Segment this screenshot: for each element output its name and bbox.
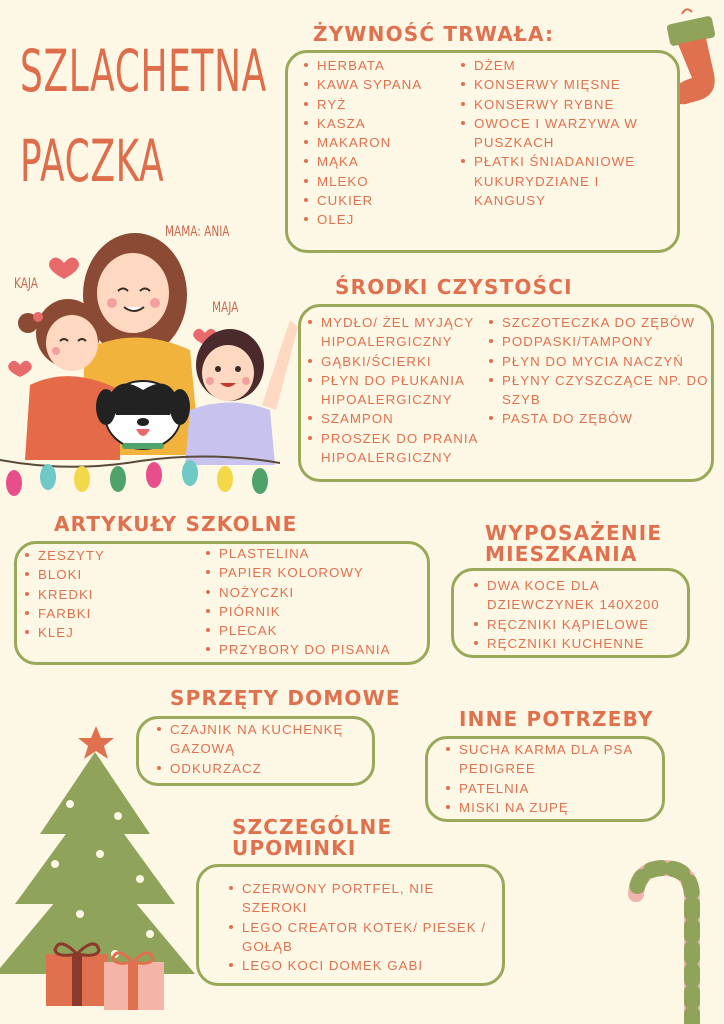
list-item: PLASTELINA xyxy=(204,544,420,563)
list-item: MISKI NA ZUPĘ xyxy=(444,798,656,817)
list-item: HERBATA xyxy=(302,56,452,75)
list-item: SZCZOTECZKA DO ZĘBÓW xyxy=(487,313,709,332)
list-item: PLECAK xyxy=(204,621,420,640)
list-item: PRZYBORY DO PISANIA xyxy=(204,640,420,659)
list-item: KAWA SYPANA xyxy=(302,75,452,94)
candy-cane-icon xyxy=(616,852,716,1024)
list-szkolne-col1 xyxy=(23,546,193,642)
list-item: KONSERWY MIĘSNE xyxy=(459,75,669,94)
list-item: PASTA DO ZĘBÓW xyxy=(487,409,709,428)
family-illustration xyxy=(0,215,300,505)
list-item: CZAJNIK NA KUCHENKĘ GAZOWĄ xyxy=(155,720,367,759)
list-upominki xyxy=(227,879,487,975)
section-title-upominki-2: UPOMINKI xyxy=(232,836,357,860)
list-inne xyxy=(444,740,656,817)
list-szkolne-col2 xyxy=(204,544,420,660)
list-item: MYDŁO/ ŻEL MYJĄCY HIPOALERGICZNY xyxy=(306,313,486,352)
list-item: SUCHA KARMA DLA PSA PEDIGREE xyxy=(444,740,656,779)
section-title-srodki: ŚRODKI CZYSTOŚCI xyxy=(335,275,573,299)
list-item: PŁYN DO PŁUKANIA HIPOALERGICZNY xyxy=(306,371,486,410)
section-title-szkolne: ARTYKUŁY SZKOLNE xyxy=(54,512,298,536)
list-item: KLEJ xyxy=(23,623,193,642)
list-item: PŁATKI ŚNIADANIOWE KUKURYDZIANE I KANGUSY xyxy=(459,152,669,210)
list-item: LEGO CREATOR KOTEK/ PIESEK / GOŁĄB xyxy=(227,918,487,957)
list-item: BLOKI xyxy=(23,565,193,584)
list-item: DWA KOCE DLA DZIEWCZYNEK 140X200 xyxy=(472,576,682,615)
list-item: GĄBKI/ŚCIERKI xyxy=(306,352,486,371)
list-item: DŻEM xyxy=(459,56,669,75)
list-item: PŁYNY CZYSZCZĄCE NP. DO SZYB xyxy=(487,371,709,410)
christmas-tree-icon xyxy=(0,724,195,1024)
section-title-inne: INNE POTRZEBY xyxy=(459,707,654,731)
list-item: PAPIER KOLOROWY xyxy=(204,563,420,582)
list-item: PATELNIA xyxy=(444,779,656,798)
list-item: OLEJ xyxy=(302,210,452,229)
label-kaja: KAJA xyxy=(14,276,38,292)
list-item: ODKURZACZ xyxy=(155,759,367,778)
list-item: OWOCE I WARZYWA W PUSZKACH xyxy=(459,114,669,153)
section-title-sprzety: SPRZĘTY DOMOWE xyxy=(170,686,401,710)
section-title-wyposazenie-2: MIESZKANIA xyxy=(485,542,638,566)
label-maja: MAJA xyxy=(212,300,239,316)
list-item: CZERWONY PORTFEL, NIE SZEROKI xyxy=(227,879,487,918)
list-zywnosc-col1 xyxy=(302,56,452,230)
list-item: KASZA xyxy=(302,114,452,133)
list-item: MAKARON xyxy=(302,133,452,152)
list-item: PŁYN DO MYCIA NACZYŃ xyxy=(487,352,709,371)
list-item: MĄKA xyxy=(302,152,452,171)
list-item: PODPASKI/TAMPONY xyxy=(487,332,709,351)
section-title-upominki-1: SZCZEGÓLNE xyxy=(232,815,393,839)
list-item: RĘCZNIKI KĄPIELOWE xyxy=(472,615,682,634)
list-item: PIÓRNIK xyxy=(204,602,420,621)
list-item: KONSERWY RYBNE xyxy=(459,95,669,114)
page-title-line2: PACZKA xyxy=(20,127,165,195)
list-item: KREDKI xyxy=(23,585,193,604)
list-zywnosc-col2 xyxy=(459,56,669,210)
list-item: LEGO KOCI DOMEK GABI xyxy=(227,956,487,975)
list-srodki-col2 xyxy=(487,313,709,429)
list-item: RYŻ xyxy=(302,95,452,114)
list-item: SZAMPON xyxy=(306,409,486,428)
list-item: CUKIER xyxy=(302,191,452,210)
list-item: MLEKO xyxy=(302,172,452,191)
list-item: ZESZYTY xyxy=(23,546,193,565)
list-item: PROSZEK DO PRANIA HIPOALERGICZNY xyxy=(306,429,486,468)
page-title-line1: SZLACHETNA xyxy=(20,37,267,105)
section-title-wyposazenie-1: WYPOSAŻENIE xyxy=(485,521,663,545)
label-mama: MAMA: ANIA xyxy=(165,224,230,240)
list-wyposazenie xyxy=(472,576,682,653)
list-item: FARBKI xyxy=(23,604,193,623)
section-title-zywnosc: ŻYWNOŚĆ TRWAŁA: xyxy=(313,22,555,46)
list-item: RĘCZNIKI KUCHENNE xyxy=(472,634,682,653)
list-item: NOŻYCZKI xyxy=(204,583,420,602)
list-srodki-col1 xyxy=(306,313,486,467)
